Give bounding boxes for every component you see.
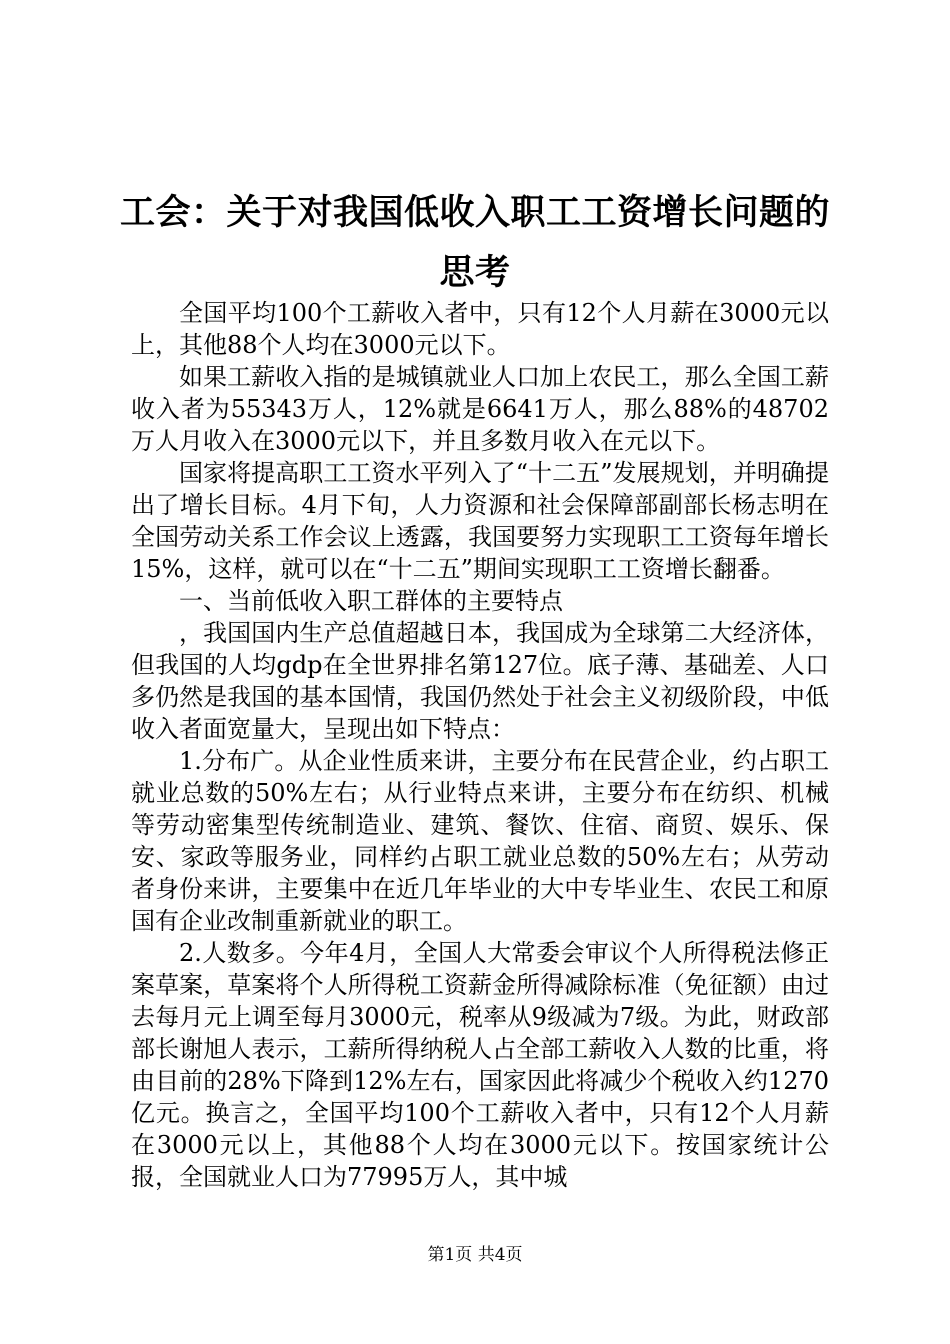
paragraph: 2.人数多。今年4月，全国人大常委会审议个人所得税法修正案草案，草案将个人所得税工资薪金所得减除标准（免征额）由过去每月元上调至每月3000元，税率从9级减为7级。为此，财政部部长谢旭人表示，工薪所得纳税人占全部工薪收入人数的比重，将由目前的28%下降到12%左右，国家因此将减少个税收入约1270亿元。换言之，全国平均100个工薪收入者中，只有12个人月薪在3000元以上，其他88个人均在3000元以下。按国家统计公报，全国就业人口为77995万人，其中城 [131,939,829,1191]
section-heading: 一、当前低收入职工群体的主要特点 [179,587,563,615]
document-body [131,297,829,1193]
paragraph: 1.分布广。从企业性质来讲，主要分布在民营企业，约占职工就业总数的50%左右；从行业特点来讲，主要分布在纺织、机械等劳动密集型传统制造业、建筑、餐饮、住宿、商贸、娱乐、保安、家政等服务业，同样约占职工就业总数的50%左右；从劳动者身份来讲，主要集中在近几年毕业的大中专毕业生、农民工和原国有企业改制重新就业的职工。 [131,747,829,935]
paragraph: 国家将提高职工工资水平列入了“十二五”发展规划，并明确提出了增长目标。4月下旬，人力资源和社会保障部副部长杨志明在全国劳动关系工作会议上透露，我国要努力实现职工工资每年增长15%，这样，就可以在“十二五”期间实现职工工资增长翻番。 [131,459,829,583]
paragraph: 如果工薪收入指的是城镇就业人口加上农民工，那么全国工薪收入者为55343万人，12%就是6641万人，那么88%的48702万人月收入在3000元以下，并且多数月收入在元以下。 [131,363,829,455]
document-title: 工会：关于对我国低收入职工工资增长问题的思考 [120,193,831,293]
paragraph: ，我国国内生产总值超越日本，我国成为全球第二大经济体，但我国的人均gdp在全世界排名第127位。底子薄、基础差、人口多仍然是我国的基本国情，我国仍然处于社会主义初级阶段，中低收入者面宽量大，呈现出如下特点： [131,619,829,743]
paragraph: 全国平均100个工薪收入者中，只有12个人月薪在3000元以上，其他88个人均在3000元以下。 [131,299,829,359]
page-footer: 第1页 共4页 [427,1245,523,1265]
